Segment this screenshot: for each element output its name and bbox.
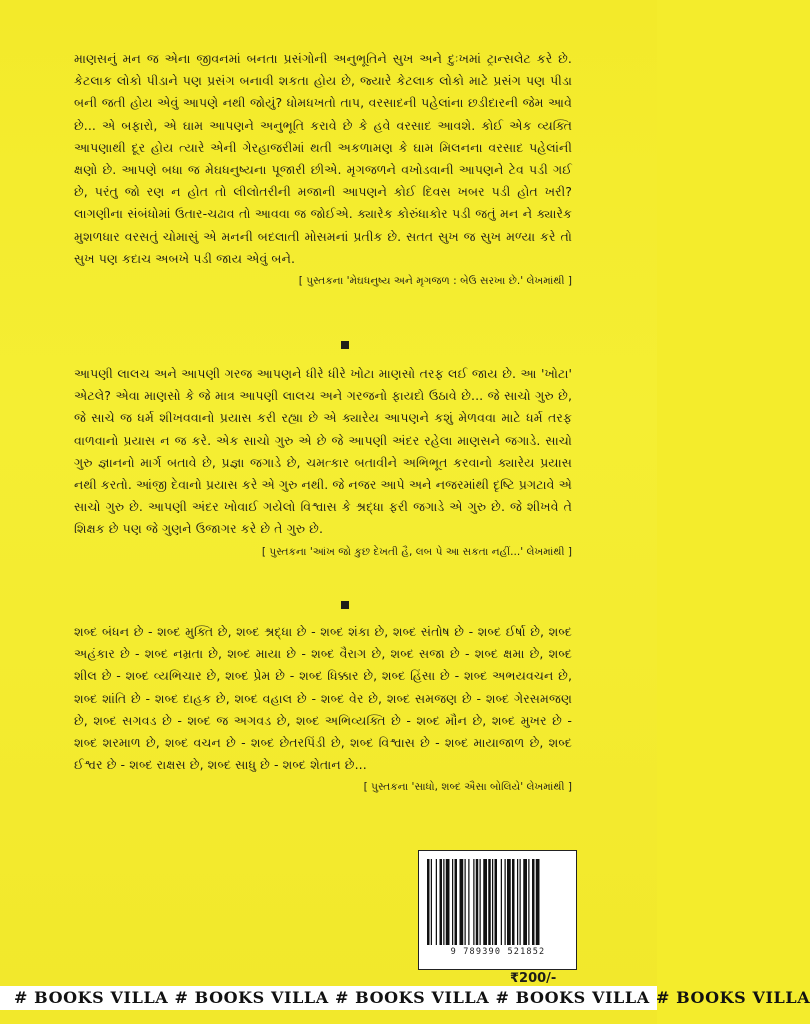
- quote-text-2: આપણી લાલચ અને આપણી ગરજ આપણને ધીરે ધીરે ખોટા માણસો તરફ લઈ જાય છે. આ 'ખોટા' એટલે? એવા માણસો કે જે માત્ર આપણી લાલચ અને ગરજનો ફાયદો ઉઠાવે છે... જે સાચો ગુરુ છે, જે સાચે જ ધર્મ શીખવવાનો પ્રયાસ કરી રહ્યા છે એ ક્યારેય આપણને કશું મેળવવા માટે ધર્મ તરફ વાળવાનો પ્રયાસ ન જ કરે. એક સાચો ગુરુ એ છે જે આપણી અંદર રહેલા માણસને જગાડે. સાચો ગુરુ જ્ઞાનનો માર્ગ બતાવે છે, પ્રજ્ઞા જગાડે છે, ચમત્કાર બતાવીને અભિભૂત કરવાનો ક્યારેય પ્રયાસ નથી કરતો. આંજી દેવાનો પ્રયાસ કરે એ ગુરુ નથી. જે નજર આપે અને નજરમાંથી દૃષ્ટિ પ્રગટાવે એ સાચો ગુરુ છે. આપણી અંદર ખોવાઈ ગયેલો વિશ્વાસ કે શ્રદ્ધા ફરી જગાડે એ ગુરુ છે. જે શીખવે તે શિક્ષક છે પણ જે ગુણને ઉજાગર કરે છે તે ગુરુ છે.: [74, 366, 572, 537]
- quote-block-3: [74, 621, 572, 795]
- watermark-banner-text: # BOOKS VILLA # BOOKS VILLA # BOOKS VILLA # BOOKS VILLA # BOOKS VILLA: [14, 988, 810, 1007]
- quote-block-2: [74, 363, 572, 560]
- quote-source-1: [ પુસ્તકના 'મેઘધનુષ્ય અને મૃગજળ : બેઉ સરખા છે.' લેખમાંથી ]: [298, 275, 572, 288]
- isbn-barcode: [418, 850, 577, 970]
- price-label: ₹200/-: [510, 971, 557, 986]
- separator-square-2: [341, 601, 349, 609]
- quote-text-1: માણસનું મન જ એના જીવનમાં બનતા પ્રસંગોની અનુભૂતિને સુખ અને દુઃખમાં ટ્રાન્સલેટ કરે છે. કેટલાક લોકો પીડાને પણ પ્રસંગ બનાવી શકતા હોય છે, જ્યારે કેટલાક લોકો માટે પ્રસંગ પણ પીડા બની જતી હોય એવું આપણે નથી જોયું? ધોમધખતો તાપ, વરસાદની પહેલાંના છડીદારની જેમ આવે છે... એ બફારો, એ ઘામ આપણને અનુભૂતિ કરાવે છે કે હવે વરસાદ આવશે. કોઈ એક વ્યક્તિ આપણાથી દૂર હોય ત્યારે એની ગેરહાજરીમાં થતી અકળામણ કે ઘામ મિલનના વરસાદ પહેલાંની ક્ષણો છે. આપણે બધા જ મેઘધનુષ્યના પૂજારી છીએ. મૃગજળને વખોડવાની આપણને ટેવ પડી ગઈ છે, પરંતુ જો રણ ન હોત તો લીલોતરીની મજાની આપણને કોઈ દિવસ ખબર પડી હોત ખરી? લાગણીના સંબંધોમાં ઉતાર-ચઢાવ તો આવવા જ જોઈએ. ક્યારેક કોરુંધાકોર પડી જતું મન ને ક્યારેક મુશળધાર વરસતું ચોમાસું એ મનની બદલાતી મોસમનાં પ્રતીક છે. સતત સુખ જ સુખ મળ્યા કરે તો સુખ પણ કદાચ અબખે પડી જાય એવું બને.: [74, 51, 572, 266]
- quote-source-2: [ પુસ્તકના 'આંખ જો કુછ દેખતી હૈ, લબ પે આ સકતા નહીં...' લેખમાંથી ]: [261, 545, 572, 558]
- quote-text-3: શબ્દ બંધન છે - શબ્દ મુક્તિ છે, શબ્દ શ્રદ્ધા છે - શબ્દ શંકા છે, શબ્દ સંતોષ છે - શબ્દ ઈર્ષા છે, શબ્દ અહંકાર છે - શબ્દ નમ્રતા છે, શબ્દ માયા છે - શબ્દ વૈરાગ છે, શબ્દ સજા છે - શબ્દ ક્ષમા છે, શબ્દ શીલ છે - શબ્દ વ્યભિચાર છે, શબ્દ પ્રેમ છે - શબ્દ ધિક્કાર છે, શબ્દ હિંસા છે - શબ્દ અભયવચન છે, શબ્દ શાંતિ છે - શબ્દ દાહક છે, શબ્દ વહાલ છે - શબ્દ વેર છે, શબ્દ સમજણ છે - શબ્દ ગેરસમજણ છે, શબ્દ સગવડ છે - શબ્દ જ અગવડ છે, શબ્દ અભિવ્યક્તિ છે - શબ્દ મૌન છે, શબ્દ મુખર છે - શબ્દ શરમાળ છે, શબ્દ વચન છે - શબ્દ છેતરપિંડી છે, શબ્દ વિશ્વાસ છે - શબ્દ માયાજાળ છે, શબ્દ ઈશ્વર છે - શબ્દ રાક્ષસ છે, શબ્દ સાધુ છે - શબ્દ શેતાન છે...: [74, 624, 572, 773]
- barcode-icon: [427, 859, 568, 945]
- isbn-number: 9 789390 521852: [450, 947, 546, 957]
- quote-block-1: [74, 48, 572, 289]
- quote-source-3: [ પુસ્તકના 'સાધો, શબ્દ ઐસા બોલિયે' લેખમાંથી ]: [363, 781, 572, 794]
- separator-square-1: [341, 341, 349, 349]
- watermark-banner: [0, 986, 810, 1010]
